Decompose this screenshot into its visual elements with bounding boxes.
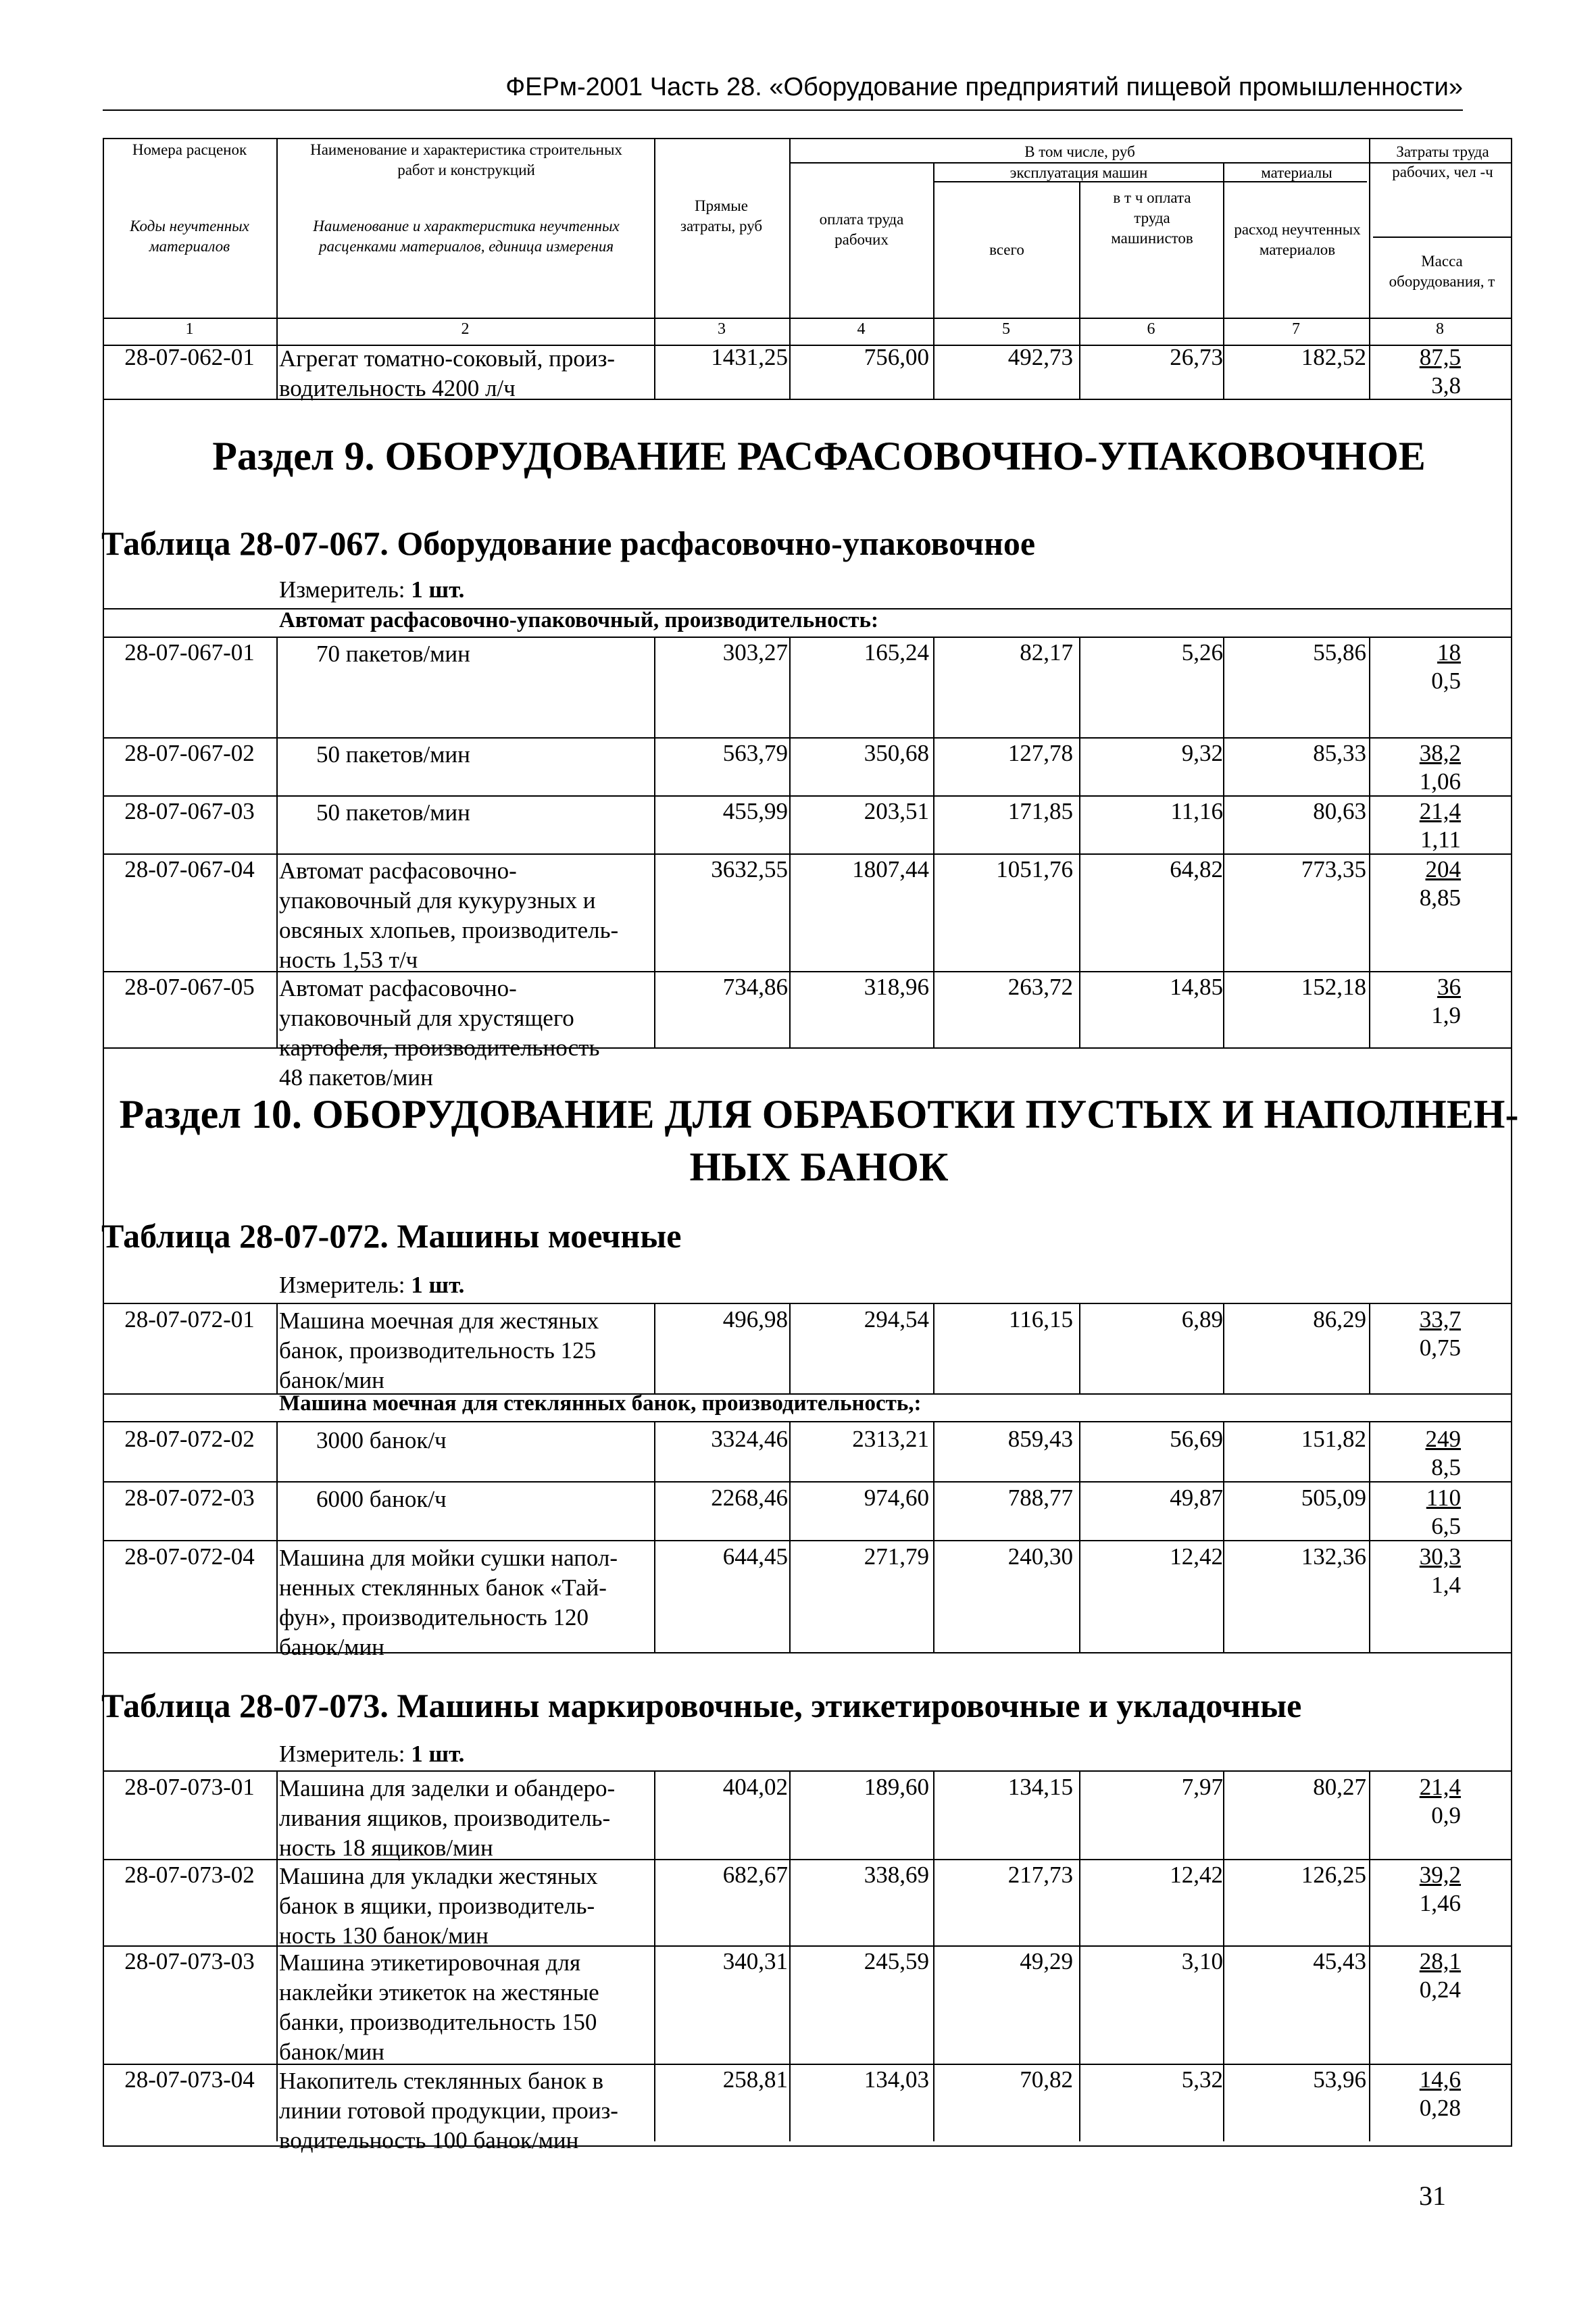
column-number: 4 <box>857 320 866 338</box>
machine-total: 788,77 <box>1007 1485 1073 1511</box>
row-name-line: Накопитель стеклянных банок в <box>279 2068 604 2094</box>
materials-cost: 151,82 <box>1301 1426 1366 1452</box>
column-rule <box>789 795 791 853</box>
equipment-mass: 0,28 <box>1419 2095 1461 2121</box>
header-col6: в т ч оплата труда машинистов <box>1111 189 1193 247</box>
header-col1-top: Номера расценок <box>132 141 247 158</box>
column-rule <box>276 2064 278 2141</box>
materials-cost: 182,52 <box>1301 344 1366 370</box>
column-rule <box>933 2064 934 2141</box>
direct-cost: 1431,25 <box>711 344 788 370</box>
row-name-line: Машина моечная для жестяных <box>279 1308 599 1334</box>
row-rule <box>103 2064 1512 2065</box>
column-rule <box>1223 1303 1224 1393</box>
column-rule <box>1079 737 1080 795</box>
row-name-line: банки, производительность 150 <box>279 2009 597 2035</box>
header-group-main: В том числе, руб <box>1024 143 1135 160</box>
row-name-line: упаковочный для кукурузных и <box>279 887 596 914</box>
column-rule <box>276 1771 278 1859</box>
running-title: ФЕРм-2001 Часть 28. «Оборудование предприятий пищевой промышленности» <box>505 73 1463 101</box>
labor-pay: 1807,44 <box>852 856 929 882</box>
machine-total: 859,43 <box>1007 1426 1073 1452</box>
labor-pay: 189,60 <box>864 1774 929 1800</box>
column-rule <box>654 795 655 853</box>
row-name-line: водительность 100 банок/мин <box>279 2127 579 2154</box>
row-name-line: ность 1,53 т/ч <box>279 947 418 973</box>
column-rule <box>654 1771 655 1859</box>
labor-pay: 203,51 <box>864 798 929 824</box>
column-rule <box>789 1421 791 1652</box>
labor-hours: 87,5 <box>1419 344 1461 370</box>
row-name-line: картофеля, производительность <box>279 1035 600 1061</box>
column-rule <box>1223 2064 1224 2141</box>
row-rule <box>103 853 1512 855</box>
table-067-title: Таблица 28-07-067. Оборудование расфасовочно-упаковочное <box>101 524 1036 562</box>
row-code: 28-07-067-03 <box>124 798 255 824</box>
column-rule <box>276 971 278 1048</box>
materials-cost: 505,09 <box>1301 1485 1366 1511</box>
row-code: 28-07-072-02 <box>124 1426 255 1452</box>
column-rule <box>276 1859 278 1945</box>
row-name-line: линии готовой продукции, произ- <box>279 2097 618 2124</box>
row-name-line: Машина для укладки жестяных <box>279 1863 598 1889</box>
row-rule <box>103 1859 1512 1860</box>
machine-total: 134,15 <box>1007 1774 1073 1800</box>
column-rule <box>789 1303 791 1393</box>
row-code: 28-07-062-01 <box>124 344 255 370</box>
direct-cost: 455,99 <box>722 798 788 824</box>
column-number: 8 <box>1436 320 1444 338</box>
machinist-pay: 64,82 <box>1170 856 1223 882</box>
column-rule <box>1079 1303 1080 1393</box>
machine-total: 217,73 <box>1007 1862 1073 1888</box>
labor-hours: 21,4 <box>1419 1774 1461 1800</box>
labor-hours: 249 <box>1425 1426 1461 1452</box>
header-col5: всего <box>989 241 1024 258</box>
column-number: 7 <box>1292 320 1300 338</box>
labor-pay: 350,68 <box>864 740 929 766</box>
column-rule <box>654 2064 655 2141</box>
column-rule <box>1369 1859 1370 1945</box>
column-rule <box>276 853 278 971</box>
labor-hours: 28,1 <box>1419 1948 1461 1974</box>
row-name-line: банок/мин <box>279 1367 384 1393</box>
column-number: 2 <box>461 320 470 338</box>
labor-hours: 36 <box>1437 974 1461 1000</box>
row-code: 28-07-073-04 <box>124 2066 255 2093</box>
row-code: 28-07-067-01 <box>124 639 255 666</box>
row-rule <box>103 1047 1512 1049</box>
column-rule <box>789 1771 791 1859</box>
labor-pay: 294,54 <box>864 1306 929 1333</box>
column-rule <box>1079 1771 1080 1859</box>
column-rule <box>654 637 655 737</box>
direct-cost: 496,98 <box>722 1306 788 1333</box>
machine-total: 171,85 <box>1007 798 1073 824</box>
column-rule <box>1369 1421 1370 1652</box>
machinist-pay: 26,73 <box>1170 344 1223 370</box>
materials-cost: 53,96 <box>1313 2066 1366 2093</box>
column-rule <box>654 1945 655 2064</box>
table-073-measure: Измеритель: 1 шт. <box>279 1741 465 1767</box>
row-name-line: банок, производительность 125 <box>279 1337 597 1364</box>
row-code: 28-07-067-04 <box>124 856 255 882</box>
machinist-pay: 6,89 <box>1181 1306 1223 1333</box>
row-name <box>279 740 654 770</box>
row-name-line: банок/мин <box>279 2039 384 2065</box>
materials-cost: 80,27 <box>1313 1774 1366 1800</box>
column-rule <box>789 737 791 795</box>
row-code: 28-07-073-03 <box>124 1948 255 1974</box>
column-rule <box>1369 795 1370 853</box>
machine-total: 70,82 <box>1020 2066 1073 2093</box>
column-rule <box>1079 1859 1080 1945</box>
equipment-mass: 1,46 <box>1419 1890 1461 1916</box>
column-rule <box>1223 971 1224 1048</box>
column-rule <box>1223 1421 1224 1652</box>
row-name-line: Автомат расфасовочно- <box>279 857 517 884</box>
equipment-mass: 1,4 <box>1431 1572 1461 1598</box>
column-rule <box>1079 1421 1080 1652</box>
row-name-line: фун», производительность 120 <box>279 1604 589 1631</box>
row-name-line: 6000 банок/ч <box>316 1486 447 1512</box>
equipment-mass: 0,5 <box>1431 668 1461 694</box>
direct-cost: 340,31 <box>722 1948 788 1974</box>
row-name-line: 3000 банок/ч <box>316 1427 447 1453</box>
row-name <box>279 1948 654 2067</box>
row-code: 28-07-073-02 <box>124 1862 255 1888</box>
column-rule <box>1369 971 1370 1048</box>
column-rule <box>1369 1945 1370 2064</box>
direct-cost: 644,45 <box>722 1543 788 1570</box>
row-name <box>279 2066 654 2156</box>
equipment-mass: 1,9 <box>1431 1002 1461 1028</box>
column-rule <box>1369 853 1370 971</box>
machinist-pay: 11,16 <box>1170 798 1223 824</box>
machinist-pay: 14,85 <box>1170 974 1223 1000</box>
column-rule <box>789 2064 791 2141</box>
labor-hours: 39,2 <box>1419 1862 1461 1888</box>
direct-cost: 3324,46 <box>711 1426 788 1452</box>
header-group-materials: материалы <box>1261 164 1332 181</box>
machine-total: 116,15 <box>1009 1306 1073 1333</box>
row-rule <box>103 1945 1512 1947</box>
column-rule <box>1223 795 1224 853</box>
column-rule <box>933 1303 934 1393</box>
section-10-title: Раздел 10. ОБОРУДОВАНИЕ ДЛЯ ОБРАБОТКИ ПУСТЫХ И НАПОЛНЕН- НЫХ БАНОК <box>119 1092 1519 1189</box>
labor-pay: 245,59 <box>864 1948 929 1974</box>
machinist-pay: 7,97 <box>1181 1774 1223 1800</box>
row-name-line: 48 пакетов/мин <box>279 1064 433 1091</box>
section-9-title: Раздел 9. ОБОРУДОВАНИЕ РАСФАСОВОЧНО-УПАКОВОЧНОЕ <box>212 434 1426 478</box>
row-name-line: Машина для мойки сушки напол- <box>279 1545 618 1571</box>
column-rule <box>1369 2064 1370 2141</box>
table-072-measure: Измеритель: 1 шт. <box>279 1272 465 1298</box>
labor-pay: 134,03 <box>864 2066 929 2093</box>
row-name <box>279 1543 654 1662</box>
row-name <box>279 1862 654 1951</box>
header-col8-top: Затраты труда рабочих, чел -ч <box>1392 143 1493 180</box>
column-number: 3 <box>718 320 726 338</box>
equipment-mass: 0,24 <box>1419 1976 1461 2003</box>
column-rule <box>933 1945 934 2064</box>
header-col8-bottom: Масса оборудования, т <box>1389 253 1495 290</box>
direct-cost: 258,81 <box>722 2066 788 2093</box>
row-name-line: Машина для заделки и обандеро- <box>279 1775 616 1801</box>
machine-total: 49,29 <box>1020 1948 1073 1974</box>
column-rule <box>1223 1859 1224 1945</box>
machine-total: 492,73 <box>1007 344 1073 370</box>
table-073-title: Таблица 28-07-073. Машины маркировочные, этикетировочные и укладочные <box>101 1687 1302 1724</box>
materials-cost: 86,29 <box>1313 1306 1366 1333</box>
column-rule <box>933 853 934 971</box>
column-number: 6 <box>1147 320 1155 338</box>
labor-hours: 18 <box>1437 639 1461 666</box>
column-rule <box>1079 637 1080 737</box>
column-rule <box>1079 1945 1080 2064</box>
column-rule <box>654 1859 655 1945</box>
row-name-line: наклейки этикеток на жестяные <box>279 1979 599 2006</box>
row-name-line: банок в ящики, производитель- <box>279 1893 595 1919</box>
equipment-mass: 1,11 <box>1420 826 1461 853</box>
machinist-pay: 3,10 <box>1181 1948 1223 1974</box>
row-name <box>279 798 654 828</box>
running-title-rule <box>103 109 1463 111</box>
row-code: 28-07-073-01 <box>124 1774 255 1800</box>
labor-hours: 30,3 <box>1419 1543 1461 1570</box>
machinist-pay: 12,42 <box>1170 1862 1223 1888</box>
column-rule <box>1369 1771 1370 1859</box>
row-rule <box>103 795 1512 797</box>
header-col2-top: Наименование и характеристика строительных работ и конструкций <box>310 141 622 178</box>
machinist-pay: 12,42 <box>1170 1543 1223 1570</box>
row-name <box>279 1774 654 1863</box>
machine-total: 82,17 <box>1020 639 1073 666</box>
column-rule <box>789 853 791 971</box>
column-rule <box>276 737 278 795</box>
labor-pay: 318,96 <box>864 974 929 1000</box>
row-name-line: ненных стеклянных банок «Тай- <box>279 1574 607 1601</box>
row-name <box>279 1306 654 1395</box>
header-col2-bottom: Наименование и характеристика неучтенных расценками материалов, единица измерения <box>313 218 620 255</box>
materials-cost: 45,43 <box>1313 1948 1366 1974</box>
header-col4: оплата труда рабочих <box>819 211 904 248</box>
row-name-line: упаковочный для хрустящего <box>279 1005 574 1031</box>
column-number: 1 <box>185 320 194 338</box>
materials-cost: 55,86 <box>1313 639 1366 666</box>
column-rule <box>933 637 934 737</box>
machine-total: 263,72 <box>1007 974 1073 1000</box>
row-name-line: ность 18 ящиков/мин <box>279 1835 493 1861</box>
column-rule <box>1079 971 1080 1048</box>
row-code: 28-07-072-01 <box>124 1306 255 1333</box>
column-rule <box>1223 637 1224 737</box>
row-name-line: 70 пакетов/мин <box>316 641 470 667</box>
table-072-group: Машина моечная для стеклянных банок, производительность,: <box>279 1391 922 1416</box>
table-072-title: Таблица 28-07-072. Машины моечные <box>101 1217 682 1255</box>
column-rule <box>789 1945 791 2064</box>
row-rule <box>103 737 1512 739</box>
column-rule <box>1223 1945 1224 2064</box>
column-rule <box>933 971 934 1048</box>
row-name-line: банок/мин <box>279 1634 384 1660</box>
row-rule <box>103 971 1512 972</box>
row-name-line: 50 пакетов/мин <box>316 741 470 768</box>
header-col7: расход неучтенных материалов <box>1234 221 1361 258</box>
equipment-mass: 3,8 <box>1431 372 1461 399</box>
column-rule <box>654 1421 655 1652</box>
labor-hours: 21,4 <box>1419 798 1461 824</box>
column-rule <box>933 737 934 795</box>
labor-pay: 974,60 <box>864 1485 929 1511</box>
page-number: 31 <box>1419 2181 1446 2211</box>
column-rule <box>1079 2064 1080 2141</box>
direct-cost: 2268,46 <box>711 1485 788 1511</box>
row-name <box>279 856 654 975</box>
machinist-pay: 56,69 <box>1170 1426 1223 1452</box>
machinist-pay: 49,87 <box>1170 1485 1223 1511</box>
row-rule <box>103 1652 1512 1653</box>
header-col1-bottom: Коды неучтенных материалов <box>130 218 249 255</box>
materials-cost: 126,25 <box>1301 1862 1366 1888</box>
direct-cost: 682,67 <box>722 1862 788 1888</box>
column-number: 5 <box>1002 320 1010 338</box>
column-rule <box>933 795 934 853</box>
equipment-mass: 0,9 <box>1431 1802 1461 1828</box>
labor-pay: 756,00 <box>864 344 929 370</box>
labor-hours: 38,2 <box>1419 740 1461 766</box>
column-rule <box>789 971 791 1048</box>
materials-cost: 85,33 <box>1313 740 1366 766</box>
column-rule <box>654 853 655 971</box>
row-rule <box>103 1481 1512 1483</box>
column-rule <box>276 1303 278 1393</box>
equipment-mass: 1,06 <box>1419 768 1461 795</box>
row-name-line: Автомат расфасовочно- <box>279 975 517 1001</box>
table-067-measure: Измеритель: 1 шт. <box>279 576 465 603</box>
row-name-line: овсяных хлопьев, производитель- <box>279 917 619 943</box>
column-rule <box>654 971 655 1048</box>
column-rule <box>1369 637 1370 737</box>
machine-total: 127,78 <box>1007 740 1073 766</box>
materials-cost: 132,36 <box>1301 1543 1366 1570</box>
labor-hours: 14,6 <box>1419 2066 1461 2093</box>
direct-cost: 404,02 <box>722 1774 788 1800</box>
row-name-line: ливания ящиков, производитель- <box>279 1805 611 1831</box>
row-rule <box>103 1303 1512 1304</box>
machine-total: 1051,76 <box>996 856 1073 882</box>
column-rule <box>789 1859 791 1945</box>
row-code: 28-07-072-03 <box>124 1485 255 1511</box>
column-rule <box>1079 795 1080 853</box>
machinist-pay: 5,32 <box>1181 2066 1223 2093</box>
column-rule <box>654 737 655 795</box>
labor-pay: 271,79 <box>864 1543 929 1570</box>
direct-cost: 563,79 <box>722 740 788 766</box>
labor-pay: 338,69 <box>864 1862 929 1888</box>
column-rule <box>1223 737 1224 795</box>
column-rule <box>276 1421 278 1652</box>
row-rule <box>103 1540 1512 1541</box>
column-rule <box>276 1945 278 2064</box>
machinist-pay: 5,26 <box>1181 639 1223 666</box>
row-code: 28-07-072-04 <box>124 1543 255 1570</box>
materials-cost: 80,63 <box>1313 798 1366 824</box>
row-name <box>279 1485 654 1514</box>
column-rule <box>1369 737 1370 795</box>
column-rule <box>1079 853 1080 971</box>
equipment-mass: 0,75 <box>1419 1335 1461 1361</box>
materials-cost: 773,35 <box>1301 856 1366 882</box>
equipment-mass: 8,85 <box>1419 885 1461 911</box>
column-rule <box>276 795 278 853</box>
column-rule <box>933 1859 934 1945</box>
column-rule <box>1369 1303 1370 1393</box>
row-name-line: ность 130 банок/мин <box>279 1922 489 1949</box>
column-rule <box>933 1421 934 1652</box>
row-rule <box>103 1421 1512 1422</box>
row-rule <box>103 1770 1512 1772</box>
labor-hours: 110 <box>1426 1485 1461 1511</box>
direct-cost: 303,27 <box>722 639 788 666</box>
column-rule <box>1223 1771 1224 1859</box>
labor-pay: 165,24 <box>864 639 929 666</box>
column-rule <box>1223 853 1224 971</box>
header-group-machines: эксплуатация машин <box>1009 164 1148 181</box>
table-067-group: Автомат расфасовочно-упаковочный, производительность: <box>279 608 878 632</box>
row-name: Агрегат томатно-соковый, произ- водительность 4200 л/ч <box>279 345 616 401</box>
row-name <box>279 974 654 1093</box>
direct-cost: 734,86 <box>722 974 788 1000</box>
labor-hours: 33,7 <box>1419 1306 1461 1333</box>
row-name-line: 50 пакетов/мин <box>316 799 470 826</box>
direct-cost: 3632,55 <box>711 856 788 882</box>
machinist-pay: 9,32 <box>1181 740 1223 766</box>
machine-total: 240,30 <box>1007 1543 1073 1570</box>
row-name <box>279 639 654 669</box>
row-code: 28-07-067-05 <box>124 974 255 1000</box>
materials-cost: 152,18 <box>1301 974 1366 1000</box>
column-rule <box>933 1771 934 1859</box>
labor-pay: 2313,21 <box>852 1426 929 1452</box>
row-name-line: Машина этикетировочная для <box>279 1949 581 1976</box>
row-code: 28-07-067-02 <box>124 740 255 766</box>
row-name <box>279 1426 654 1455</box>
equipment-mass: 8,5 <box>1431 1454 1461 1480</box>
column-rule <box>654 1303 655 1393</box>
header-col3: Прямые затраты, руб <box>680 197 763 234</box>
equipment-mass: 6,5 <box>1431 1513 1461 1539</box>
column-rule <box>276 637 278 737</box>
labor-hours: 204 <box>1425 856 1461 882</box>
column-rule <box>789 637 791 737</box>
